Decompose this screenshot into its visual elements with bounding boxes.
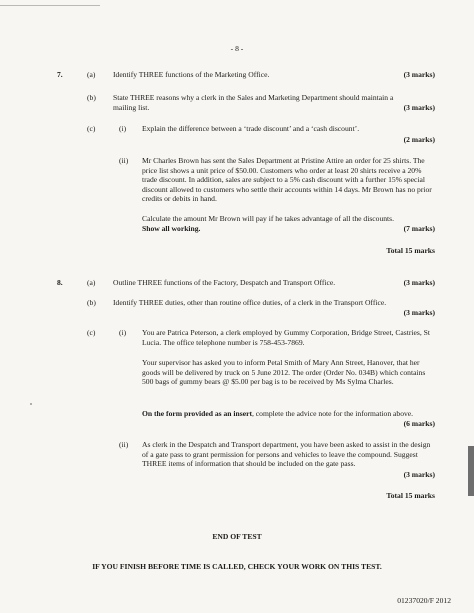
q7ci-text: Explain the difference between a ‘trade discount’ and a ‘cash discount’. bbox=[142, 124, 360, 133]
q8a-text: Outline THREE functions of the Factory, Despatch and Transport Office. bbox=[113, 278, 336, 287]
paper-code: 01237020/F 2012 bbox=[397, 596, 451, 605]
q8ci-para3-rest: , complete the advice note for the information above. bbox=[251, 409, 414, 418]
q8b-text: Identify THREE duties, other than routine office duties, of a clerk in the Transport Office. bbox=[113, 298, 387, 307]
q7-total: Total 15 marks bbox=[386, 246, 435, 255]
q8ci-para3 bbox=[142, 409, 432, 419]
q8-total: Total 15 marks bbox=[386, 491, 435, 500]
q8a-marks: (3 marks) bbox=[403, 278, 435, 287]
q8cii-marks: (3 marks) bbox=[403, 470, 435, 479]
q8b-marks: (3 marks) bbox=[403, 308, 435, 317]
q7a-text: Identify THREE functions of the Marketing Office. bbox=[113, 70, 270, 79]
scan-speck bbox=[30, 403, 32, 405]
top-rule bbox=[0, 5, 100, 6]
q7a-marks: (3 marks) bbox=[403, 70, 435, 79]
q7cii-label: (ii) bbox=[119, 156, 129, 165]
q8ci-marks: (6 marks) bbox=[403, 419, 435, 428]
q8ci-para2: Your supervisor has asked you to inform Petal Smith of Mary Ann Street, Hanover, that her goods will be delivered by truck on 5 June 2012. The order (Order No. 034B) which contains 500 bags of gummy bears @ $5.00 per bag is to be received by Ms Sylma Charles. bbox=[142, 358, 426, 387]
q8c-label: (c) bbox=[87, 328, 96, 337]
q8cii-label: (ii) bbox=[119, 440, 129, 449]
scan-edge-mark bbox=[468, 446, 474, 496]
q7cii-para2: Calculate the amount Mr Brown will pay if he takes advantage of all the discounts. bbox=[142, 214, 395, 223]
q7ci-label: (i) bbox=[119, 124, 127, 133]
q8a-label: (a) bbox=[87, 278, 96, 287]
q7cii-show-working: Show all working. bbox=[142, 224, 201, 233]
q7cii-para1: Mr Charles Brown has sent the Sales Department at Pristine Attire an order for 25 shirts. The price list shows a unit price of $50.00. Customers who order at least 20 shirts receive a 20% trade discount. In addition, sales are subject to a 5% cash discount with a further 15% special discount allowed to customers who settle their accounts within 14 days. Mr Brown has no prior credits or debits in hand. bbox=[142, 156, 432, 204]
q8ci-insert-emphasis: On the form provided as an insert bbox=[142, 409, 252, 418]
q7-number: 7. bbox=[57, 70, 63, 79]
end-of-test: END OF TEST bbox=[212, 532, 262, 541]
q7ci-marks: (2 marks) bbox=[403, 135, 435, 144]
q7c-label: (c) bbox=[87, 124, 96, 133]
q7b-text: State THREE reasons why a clerk in the Sales and Marketing Department should maintain a mailing list. bbox=[113, 93, 394, 112]
q7b-label: (b) bbox=[87, 93, 96, 102]
q8ci-label: (i) bbox=[119, 328, 127, 337]
q8cii-text: As clerk in the Despatch and Transport department, you have been asked to assist in the design of a gate pass to grant permission for persons and vehicles to leave the compound. Suggest THREE items of information that should be included on the gate pass. bbox=[142, 440, 431, 469]
q8ci-para1: You are Patrica Peterson, a clerk employed by Gummy Corporation, Bridge Street, Castries, St Lucia. The office telephone number is 758-453-7869. bbox=[142, 328, 430, 347]
q7b-marks: (3 marks) bbox=[403, 103, 435, 112]
page-number: - 8 - bbox=[230, 44, 244, 53]
q8b-label: (b) bbox=[87, 298, 96, 307]
finish-instruction: IF YOU FINISH BEFORE TIME IS CALLED, CHECK YOUR WORK ON THIS TEST. bbox=[92, 562, 382, 571]
q7a-label: (a) bbox=[87, 70, 96, 79]
q7cii-marks: (7 marks) bbox=[403, 224, 435, 233]
q8-number: 8. bbox=[57, 278, 63, 287]
